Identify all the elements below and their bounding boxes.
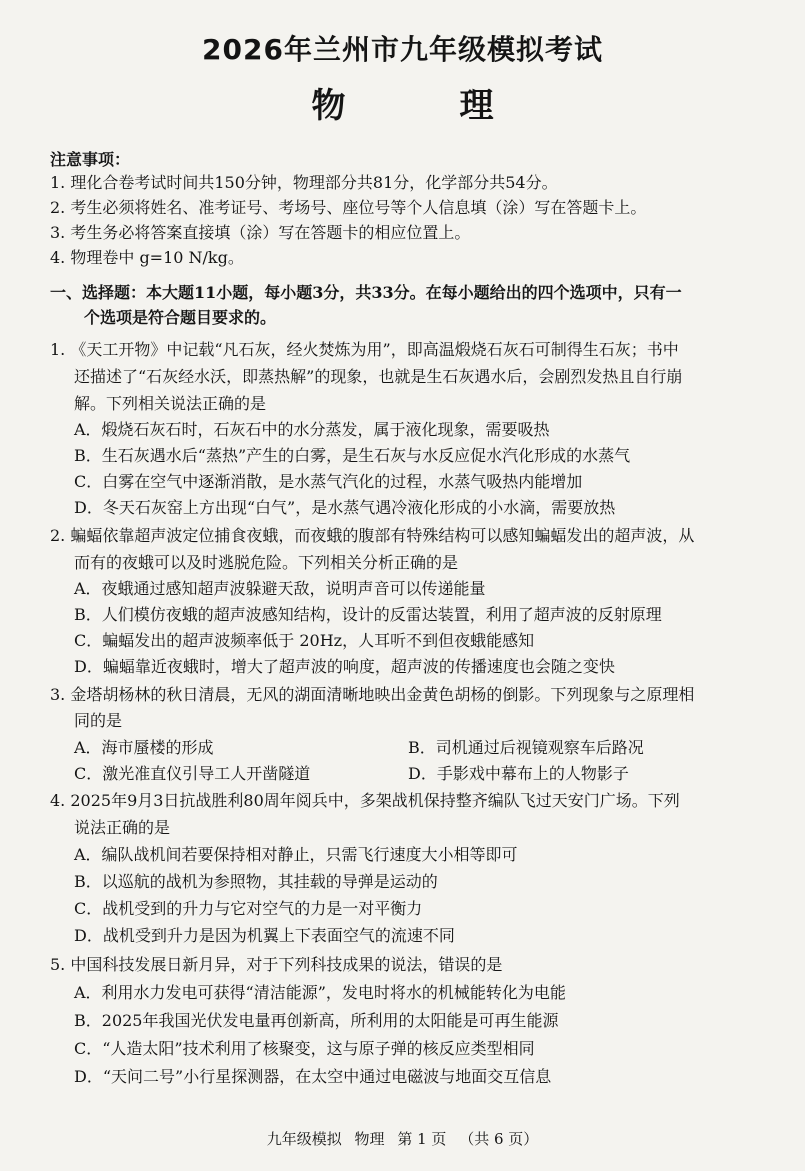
section-heading-cont: 个选项是符合题目要求的。 (84, 308, 277, 327)
note-item: 3. 考生务必将答案直接填（涂）写在答题卡的相应位置上。 (50, 223, 471, 242)
question-1-stem: 解。下列相关说法正确的是 (74, 394, 267, 413)
question-2-option-d: D．蝙蝠靠近夜蛾时，增大了超声波的响度，超声波的传播速度也会随之变快 (74, 657, 615, 676)
question-4-stem: 说法正确的是 (74, 818, 171, 837)
question-1-stem: 还描述了“石灰经水沃，即蒸热解”的现象，也就是生石灰遇水后，会剧烈发热且自行崩 (74, 367, 683, 386)
question-4-option-c: C．战机受到的升力与它对空气的力是一对平衡力 (74, 899, 423, 918)
footer-page-number: 第 1 页 (397, 1130, 447, 1148)
footer-grade: 九年级模拟 (266, 1130, 342, 1148)
note-item: 2. 考生必须将姓名、准考证号、考场号、座位号等个人信息填（涂）写在答题卡上。 (50, 198, 647, 217)
subject-title: 物 理 (311, 86, 534, 126)
question-2-stem: 而有的夜蛾可以及时逃脱危险。下列相关分析正确的是 (74, 553, 459, 572)
question-3-option-a: A．海市蜃楼的形成 (74, 738, 214, 757)
question-4-option-b: B．以巡航的战机为参照物，其挂载的导弹是运动的 (74, 872, 438, 891)
footer-subject: 物理 (354, 1130, 385, 1148)
question-3-option-c: C．激光准直仪引导工人开凿隧道 (74, 764, 311, 783)
question-2-option-b: B．人们模仿夜蛾的超声波感知结构，设计的反雷达装置，利用了超声波的反射原理 (74, 605, 662, 624)
footer-total-pages: （共 6 页） (459, 1130, 539, 1148)
question-1-stem: 1. 《天工开物》中记载“凡石灰，经火焚炼为用”，即高温煅烧石灰石可制得生石灰；书中 (50, 340, 679, 359)
note-item: 1. 理化合卷考试时间共150分钟，物理部分共81分，化学部分共54分。 (50, 173, 558, 192)
section-heading: 一、选择题：本大题11小题，每小题3分，共33分。在每小题给出的四个选项中，只有一 (50, 283, 682, 302)
question-1-option-c: C．白雾在空气中逐渐消散，是水蒸气汽化的过程，水蒸气吸热内能增加 (74, 472, 583, 491)
exam-title: 2026年兰州市九年级模拟考试 (202, 33, 603, 66)
question-3-stem: 3. 金塔胡杨林的秋日清晨，无风的湖面清晰地映出金黄色胡杨的倒影。下列现象与之原理相 (50, 685, 695, 704)
question-4-option-a: A．编队战机间若要保持相对静止，只需飞行速度大小相等即可 (74, 845, 518, 864)
note-item: 4. 物理卷中 g=10 N/kg。 (50, 248, 244, 267)
question-5-option-c: C．“人造太阳”技术利用了核聚变，这与原子弹的核反应类型相同 (74, 1039, 535, 1058)
question-5-option-b: B．2025年我国光伏发电量再创新高，所利用的太阳能是可再生能源 (74, 1011, 559, 1030)
question-1-option-a: A．煅烧石灰石时，石灰石中的水分蒸发，属于液化现象，需要吸热 (74, 420, 550, 439)
question-3-option-d: D．手影戏中幕布上的人物影子 (408, 764, 629, 783)
question-4-stem: 4. 2025年9月3日抗战胜利80周年阅兵中，多架战机保持整齐编队飞过天安门广场。下列 (50, 791, 680, 810)
question-3-option-b: B．司机通过后视镜观察车后路况 (408, 738, 644, 757)
question-1-option-d: D．冬天石灰窑上方出现“白气”，是水蒸气遇冷液化形成的小水滴，需要放热 (74, 498, 616, 517)
question-1-option-b: B．生石灰遇水后“蒸热”产生的白雾，是生石灰与水反应促水汽化形成的水蒸气 (74, 446, 631, 465)
question-5-option-a: A．利用水力发电可获得“清洁能源”，发电时将水的机械能转化为电能 (74, 983, 566, 1002)
question-2-stem: 2. 蝙蝠依靠超声波定位捕食夜蛾，而夜蛾的腹部有特殊结构可以感知蝙蝠发出的超声波，从 (50, 526, 695, 545)
question-2-option-a: A．夜蛾通过感知超声波躲避天敌，说明声音可以传递能量 (74, 579, 486, 598)
question-5-stem: 5. 中国科技发展日新月异，对于下列科技成果的说法，错误的是 (50, 955, 503, 974)
question-2-option-c: C．蝙蝠发出的超声波频率低于 20Hz，人耳听不到但夜蛾能感知 (74, 631, 535, 650)
question-4-option-d: D．战机受到升力是因为机翼上下表面空气的流速不同 (74, 926, 455, 945)
question-3-stem: 同的是 (74, 711, 123, 730)
notes-title: 注意事项： (50, 150, 131, 169)
page-footer (0, 1128, 805, 1149)
question-5-option-d: D．“天问二号”小行星探测器，在太空中通过电磁波与地面交互信息 (74, 1067, 552, 1086)
